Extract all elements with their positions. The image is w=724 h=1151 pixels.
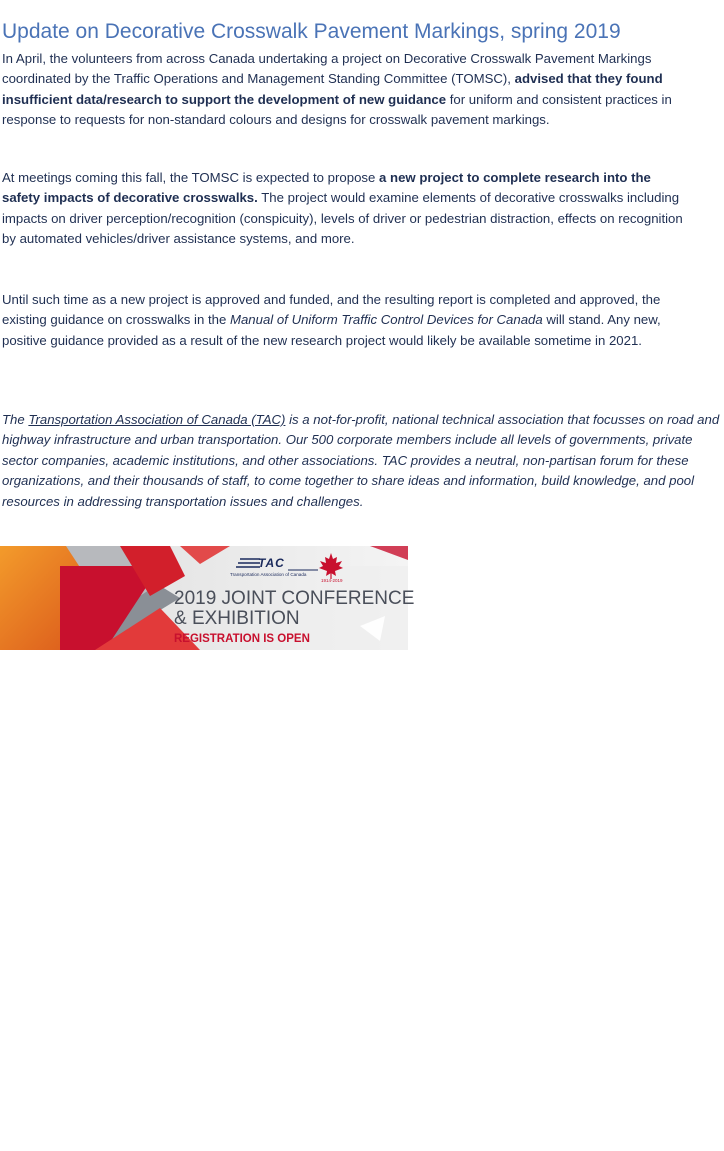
event-month: SEPTEMBER (5, 1129, 65, 1140)
p2-text-bold: a new project to complete research into the safety impacts of decorative crosswalks. (2, 170, 651, 206)
event-location-dates (5, 1118, 75, 1151)
paragraph-april-update (2, 49, 692, 131)
p2-text-a: At meetings coming this fall, the TOMSC is expected to propose (2, 170, 380, 185)
event-city: HALIFAX (5, 1118, 46, 1129)
p1-text-bold: advised that they found insufficient data/research to support the development of new guidance (2, 71, 663, 107)
page-title: Update on Decorative Crosswalk Pavement Markings, spring 2019 (2, 20, 621, 43)
tac-logo (230, 556, 320, 580)
registration-open-label[interactable]: REGISTRATION IS OPEN (174, 633, 310, 645)
p2-text-c: The project would examine elements of decorative crosswalks including impacts on driver perception/recognition (conspicuity), levels of driver or pedestrian distraction, effects on recognition by automated vehicles/driver assistance systems, and more. (2, 190, 683, 247)
p1-text-c: for uniform and consistent practices in response to requests for non-standard colours and designs for crosswalk pavement markings. (2, 91, 672, 128)
paragraph-existing-guidance (2, 290, 692, 351)
conference-title-line1: 2019 JOINT CONFERENCE (174, 588, 415, 609)
tac-link[interactable]: Transportation Association of Canada (TAC) (28, 412, 286, 427)
paragraph-fall-meetings (2, 168, 692, 250)
p3-text-a: Until such time as a new project is approved and funded, and the resulting report is completed and approved, the existing guidance on crosswalks in the (2, 292, 661, 328)
about-tac-paragraph (2, 410, 720, 512)
tac-logo-name: Transportation Association of Canada (230, 572, 307, 577)
p3-manual-title: Manual of Uniform Traffic Control Devices for Canada (229, 312, 543, 328)
about-text-a: The (2, 412, 29, 427)
event-dates: 22 TO 25 (5, 1140, 45, 1151)
maple-leaf-icon (318, 552, 344, 580)
anniversary-label: 1914-2019 (321, 578, 343, 583)
p3-text-c: will stand. Any new, positive guidance provided as a result of the new research project would likely be available sometime in 2021. (2, 312, 661, 348)
p1-text-a: In April, the volunteers from across Canada undertaking a project on Decorative Crosswalk Pavement Markings coordinated by the Traffic Operations and Management Standing Committee (TOMSC), (2, 51, 652, 87)
tac-logo-mark: TAC (258, 556, 285, 570)
about-text-b: is a not-for-profit, national technical association that focusses on road and highway infrastructure and urban transportation. Our 500 corporate members include all levels of governments, private sector companies, academic institutions, and other associations. TAC provides a neutral, non-partisan forum for these organizations, and their thousands of staff, to come together to share ideas and information, build knowledge, and pool resources in addressing transportation issues and challenges. (2, 412, 720, 509)
conference-title-line2: & EXHIBITION (174, 608, 300, 629)
